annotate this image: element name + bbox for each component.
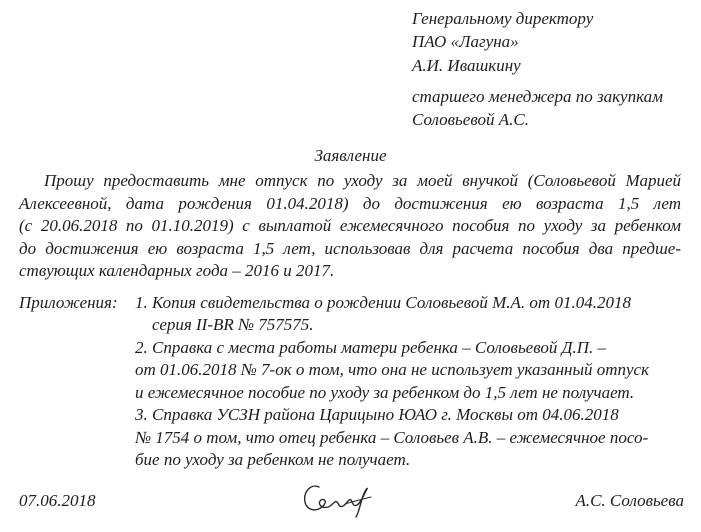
body-line-5: ствующих календарных года – 2016 и 2017. bbox=[19, 261, 335, 280]
document-title: Заявление bbox=[314, 146, 387, 165]
body-line-2: Алексеевной, дата рождения 01.04.2018) до достижения ею возраста 1,5 лет bbox=[19, 194, 681, 213]
attachment-line-4: от 01.06.2018 № 7-ок о том, что она не использует указанный отпуск bbox=[135, 360, 650, 379]
attachments-label: Приложения: bbox=[19, 293, 118, 312]
body-line-3: (с 20.06.2018 по 01.10.2019) с выплатой ежемесячного пособия по уходу за ребенком bbox=[19, 216, 681, 235]
addressee-line-3: А.И. Ивашкину bbox=[412, 56, 521, 75]
attachment-line-7: № 1754 о том, что отец ребенка – Соловьев А.В. – ежемесячное посо- bbox=[135, 428, 649, 447]
attachment-line-5: и ежемесячное пособие по уходу за ребенком до 1,5 лет не получает. bbox=[135, 383, 635, 402]
attachment-line-6: 3. Справка УСЗН района Царицыно ЮАО г. Москвы от 04.06.2018 bbox=[135, 405, 619, 424]
body-line-4: до достижения ею возраста 1,5 лет, использовав для расчета пособия два предше- bbox=[19, 239, 681, 258]
signature-image bbox=[301, 478, 377, 518]
attachment-line-3: 2. Справка с места работы матери ребенка – Соловьевой Д.П. – bbox=[135, 338, 606, 357]
addressee-line-2: ПАО «Лагуна» bbox=[412, 32, 519, 51]
signatory-name: А.С. Соловьева bbox=[575, 491, 684, 510]
applicant-line-2: Соловьевой А.С. bbox=[412, 110, 529, 129]
body-line-1: Прошу предоставить мне отпуск по уходу за моей внучкой (Соловьевой Марией bbox=[44, 171, 681, 190]
attachment-line-2: серия II-BR № 757575. bbox=[152, 315, 314, 334]
attachment-line-8: бие по уходу за ребенком не получает. bbox=[135, 450, 411, 469]
attachment-line-1: 1. Копия свидетельства о рождении Соловьевой М.А. от 01.04.2018 bbox=[135, 293, 631, 312]
addressee-line-1: Генеральному директору bbox=[412, 9, 594, 28]
applicant-line-1: старшего менеджера по закупкам bbox=[412, 87, 663, 106]
document-date: 07.06.2018 bbox=[19, 491, 96, 510]
